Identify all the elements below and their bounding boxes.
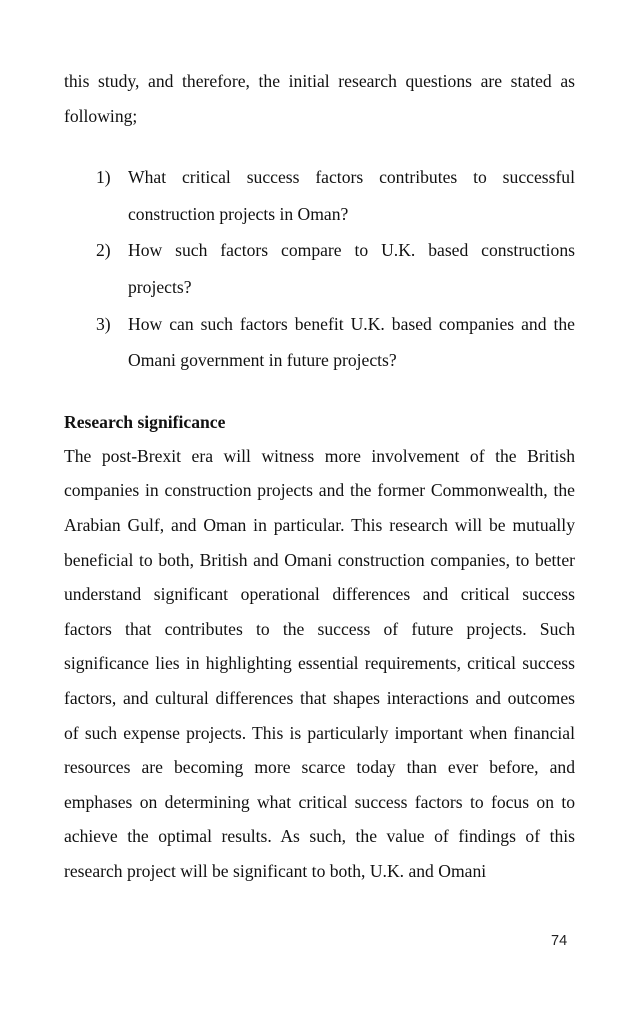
question-text: What critical success factors contributes to successful construction projects in Oman?: [128, 167, 575, 224]
question-number: 2): [96, 240, 111, 261]
intro-paragraph: this study, and therefore, the initial research questions are stated as following;: [64, 71, 575, 126]
question-text: How can such factors benefit U.K. based companies and the Omani government in future projects?: [128, 313, 575, 371]
question-text: How such factors compare to U.K. based constructions projects?: [128, 240, 575, 297]
question-number: 1): [96, 167, 111, 188]
list-item: [96, 232, 575, 305]
page-number: 74: [551, 933, 568, 949]
body-paragraph: The post-Brexit era will witness more involvement of the British companies in construction projects and the former Commonwealth, the Arabian Gulf, and Oman in particular. This research will be mutually beneficial to both, British and Omani construction companies, to better understand significant operational differences and critical success factors that contributes to the success of future projects. Such significance lies in highlighting essential requirements, critical success factors, and cultural differences that shapes interactions and outcomes of such expense projects. This is particularly important when financial resources are becoming more scarce today than ever before, and emphases on determining what critical success factors to focus on to achieve the optimal results. As such, the value of findings of this research project will be significant to both, U.K. and Omani: [64, 445, 575, 881]
list-item: [96, 159, 575, 232]
research-questions-list: [64, 159, 575, 379]
document-page: [64, 64, 575, 888]
list-item: [96, 306, 575, 379]
section-heading: Research significance: [64, 411, 226, 432]
question-number: 3): [96, 313, 111, 334]
